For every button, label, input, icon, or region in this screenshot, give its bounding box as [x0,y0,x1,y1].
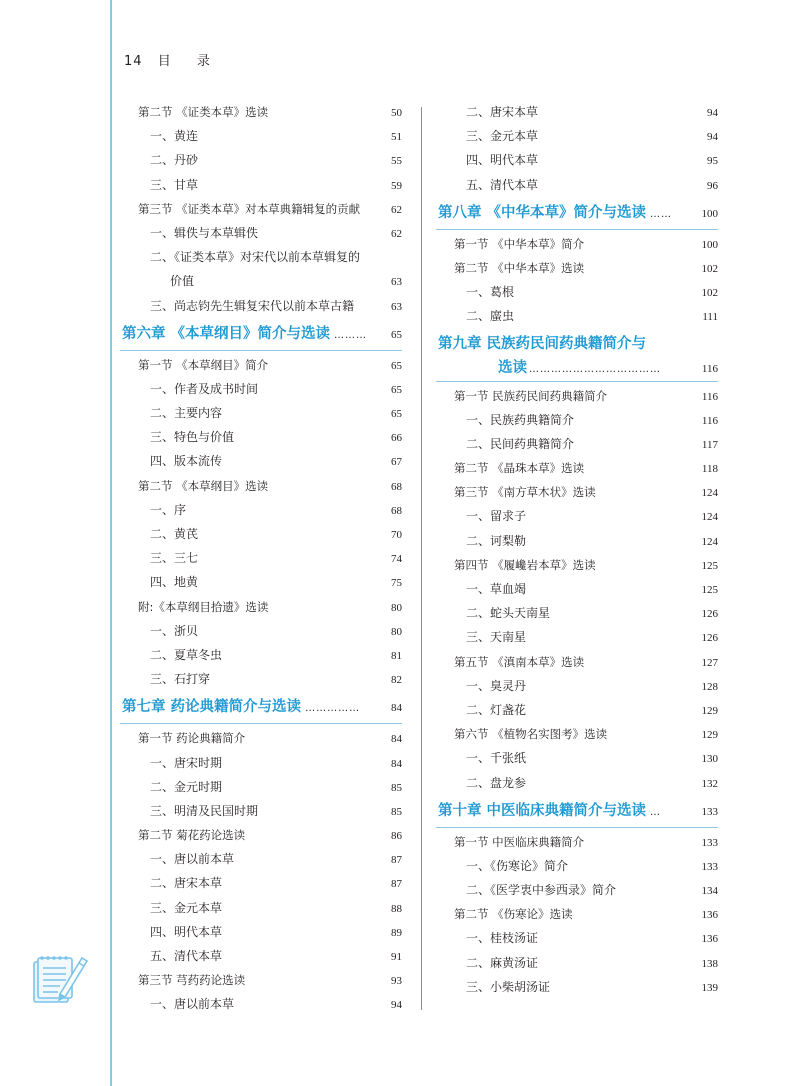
toc-entry-page: 63 [391,300,402,313]
toc-entry-item [436,280,718,304]
toc-entry-item [436,148,718,172]
toc-entry-item [120,944,402,968]
toc-entry-page: 124 [701,487,718,500]
toc-entry-title: 一、臭灵丹 [466,678,527,693]
toc-entry-title: 四、版本流传 [150,454,223,469]
toc-entry-page: 89 [391,926,402,939]
toc-entry-title: 一、序 [150,502,187,517]
toc-entry-page: 126 [701,632,718,645]
toc-entry-page: 129 [701,704,718,717]
toc-entry-page: 118 [701,463,718,476]
toc-entry-section [436,384,718,408]
toc-entry-title: 第五节 《滇南本草》选读 [454,654,585,669]
toc-entry-page: 134 [701,885,718,898]
toc-entry-page: 125 [701,584,718,596]
toc-entry-section [120,823,402,847]
toc-entry-page: 124 [701,511,718,524]
toc-entry-title: 第二节 《证类本草》选读 [138,105,269,119]
toc-entry-title: 二、黄芪 [150,527,199,541]
toc-entry-page: 70 [391,529,402,541]
toc-entry-page: 55 [391,155,402,168]
toc-entry-page: 68 [391,504,402,517]
toc-entry-item [120,775,402,799]
toc-entry-title: 二、唐宋本草 [466,105,539,119]
page-margin-line [110,0,112,1086]
toc-entry-item [120,643,402,667]
toc-entry-title: 三、特色与价值 [150,430,235,445]
toc-entry-page: 85 [391,781,402,794]
toc-entry-title: 一、草血竭 [466,582,527,596]
toc-entry-title: 一、黄连 [150,129,199,144]
toc-entry-page: 102 [701,287,718,300]
toc-entry-title: 第一节 药论典籍简介 [138,731,246,746]
toc-entry-title: 二、麻黄汤证 [466,955,539,970]
toc-entry-title: 三、金元本草 [466,129,539,144]
toc-entry-item [120,667,402,691]
toc-entry-page: 132 [701,777,718,790]
toc-entry-page: 94 [707,131,718,144]
toc-entry-page: 80 [391,601,402,614]
toc-entry-item [120,245,402,269]
toc-entry-section [436,650,718,674]
toc-entry-title: 第六章 《本草纲目》简介与选读 [122,325,331,342]
toc-entry-page: 75 [391,577,402,590]
toc-entry-page: 93 [391,975,402,988]
toc-entry-title: 五、清代本草 [466,177,539,192]
toc-entry-title: 价值 [170,274,195,289]
toc-entry-cont [120,269,402,293]
toc-entry-page: 59 [391,179,402,192]
toc-entry-section [120,595,402,619]
toc-entry-page: 94 [391,999,402,1012]
toc-entry-page: 138 [701,957,718,970]
toc-entry-page: 51 [391,131,402,144]
toc-entry-page: 102 [701,262,718,275]
toc-entry-title: 第六节 《植物名实图考》选读 [454,727,608,742]
toc-entry-item [436,577,718,601]
toc-entry-item [436,100,718,124]
toc-entry-page: 128 [701,680,718,693]
toc-entry-item [436,975,718,999]
toc-entry-page: 139 [701,981,718,994]
toc-entry-section [120,726,402,750]
toc-entry-title: 第二节 菊花药论选读 [138,828,246,843]
toc-entry-spacer [301,693,380,725]
toc-entry-item [436,529,718,553]
toc-entry-item [120,449,402,473]
toc-entry-page: 50 [391,107,402,119]
toc-entry-page: 95 [707,155,718,168]
toc-entry-section [436,553,718,577]
toc-entry-title: 一、唐宋时期 [150,755,223,770]
toc-entry-item [436,746,718,770]
toc-entry-title: 一、唐以前本草 [150,997,235,1012]
toc-entry-title: 四、明代本草 [466,153,539,168]
header-title: 目 录 [157,54,221,69]
toc-entry-page: 86 [391,830,402,843]
toc-entry-title: 第三节 芎药药论选读 [138,973,246,988]
toc-entry-item [120,570,402,594]
toc-entry-item [120,847,402,871]
toc-entry-page: 84 [391,733,402,746]
toc-entry-page: 116 [701,414,718,427]
toc-entry-title: 第四节 《履巉岩本草》选读 [454,557,596,572]
toc-entry-title: 附:《本草纲目拾遗》选读 [138,599,269,614]
toc-entry-page: 62 [391,227,402,240]
toc-entry-page: 100 [701,207,718,220]
toc-entry-item2 [436,854,718,878]
toc-entry-page: 88 [391,902,402,915]
toc-entry-title: 四、明代本草 [150,924,223,939]
toc-entry-page: 136 [701,933,718,946]
toc-entry-title: 一、千张纸 [466,751,527,766]
page-number: 14 [124,54,143,69]
toc-entry-section [436,256,718,280]
toc-entry-section [436,456,718,480]
toc-entry-title: 第二节 《晶珠本草》选读 [454,461,585,476]
toc-entry-page: 91 [391,951,402,963]
toc-entry-title: 第三节 《证类本草》对本草典籍辑复的贡献 [138,201,361,216]
toc-entry-item [120,522,402,546]
toc-entry-title: 一、桂枝汤证 [466,931,539,946]
toc-entry-title: 三、明清及民国时期 [150,803,259,818]
toc-entry-item [120,871,402,895]
toc-entry-title: 二、《医学衷中参西录》简介 [466,883,617,898]
toc-entry-title: 一、辑佚与本草辑佚 [150,225,259,240]
toc-entry-item [436,304,718,328]
toc-entry-title: 三、甘草 [150,177,199,192]
toc-entry-spacer [646,199,696,231]
toc-entry-title: 三、天南星 [466,630,527,645]
toc-entry-title: 三、三七 [150,551,199,566]
toc-entry-page: 129 [701,729,718,742]
toc-entry-page: 116 [701,362,718,375]
toc-entry-item [436,601,718,625]
toc-entry-item [120,425,402,449]
toc-entry-title: 一、浙贝 [150,623,199,638]
toc-leader-dots: …… [650,208,673,220]
toc-leader-dots: …………… [305,703,361,715]
toc-entry-chapter-line2 [436,355,718,381]
toc-entry-page: 68 [391,480,402,493]
toc-entry-title: 第二节 《中华本草》选读 [454,260,585,275]
toc-entry-item [120,619,402,643]
toc-entry-item [120,920,402,944]
toc-entry-item2 [436,878,718,902]
toc-entry-title: 选读 [498,359,527,376]
toc-entry-item [120,751,402,775]
toc-entry-page: 127 [701,656,718,669]
toc-entry-page: 84 [391,757,402,770]
toc-entry-page: 67 [391,456,402,469]
toc-entry-item [120,173,402,197]
toc-entry-page: 85 [391,805,402,818]
toc-entry-page: 126 [701,608,718,621]
toc-entry-page: 65 [391,383,402,396]
toc-entry-page: 94 [707,107,718,119]
toc-entry-title: 第三节 《南方草木状》选读 [454,485,596,500]
toc-entry-page: 133 [701,805,718,818]
toc-entry-title: 一、民族药典籍简介 [466,412,575,427]
toc-entry-section [436,232,718,256]
toc-entry-item [436,408,718,432]
toc-entry-page: 82 [391,674,402,687]
toc-entry-item [436,698,718,722]
toc-entry-title: 五、清代本草 [150,949,223,963]
toc-entry-page: 87 [391,878,402,891]
toc-entry-item [120,221,402,245]
toc-entry-section [436,722,718,746]
toc-entry-title: 一、留求子 [466,509,527,524]
toc-entry-spacer [330,320,380,352]
toc-entry-title: 二、诃梨勒 [466,533,527,548]
toc-entry-title: 一、葛根 [466,285,515,300]
toc-entry-title: 二、唐宋本草 [150,876,223,891]
notepad-pencil-icon [30,948,92,1010]
toc-entry-title: 第二节 《本草纲目》选读 [138,478,269,493]
toc-entry-chapter [436,795,718,827]
toc-entry-page: 136 [701,909,718,922]
toc-entry-title: 三、金元本草 [150,900,223,915]
toc-entry-title: 四、地黄 [150,575,199,590]
toc-entry-title: 二、灯盏花 [466,702,527,717]
toc-entry-page: 84 [391,702,402,715]
toc-entry-section [120,968,402,992]
toc-entry-spacer [646,797,696,829]
toc-entry-title: 三、小柴胡汤证 [466,979,551,994]
toc-entry-title: 第九章 民族药民间药典籍简介与 [438,335,647,352]
toc-entry-section [120,474,402,498]
toc-right-column [436,100,718,999]
toc-entry-item [436,674,718,698]
toc-leader-dots: … [650,806,662,818]
toc-entry-chapter-line1 [436,329,718,355]
toc-entry-title: 第二节 《伤寒论》选读 [454,907,573,922]
toc-entry-item [436,625,718,649]
toc-entry-chapter [120,318,402,350]
toc-entry-page: 100 [701,238,718,251]
toc-entry-title: 一、唐以前本草 [150,852,235,867]
toc-entry-page: 62 [391,203,402,216]
toc-entry-title: 第八章 《中华本草》简介与选读 [438,204,647,221]
toc-entry-chapter [436,197,718,229]
toc-leader-dots: ……… [334,329,368,341]
toc-entry-item [436,771,718,795]
toc-entry-item [436,504,718,528]
toc-entry-title: 第一节 《中华本草》简介 [454,236,585,251]
toc-entry-item [436,951,718,975]
toc-entry-title: 第一节 中医临床典籍简介 [454,834,585,849]
toc-entry-item [120,148,402,172]
toc-entry-item [120,498,402,522]
toc-entry-title: 二、盘龙参 [466,775,527,790]
toc-entry-page: 133 [701,836,718,849]
toc-leader-dots: ……………………………… [529,363,661,375]
toc-left-column [120,100,402,1017]
toc-entry-page: 65 [391,328,402,341]
toc-entry-page: 111 [702,311,718,324]
toc-entry-title: 二、蛇头天南星 [466,606,551,621]
toc-entry-title: 二、丹砂 [150,153,199,168]
toc-entry-item [120,124,402,148]
toc-entry-section [436,480,718,504]
toc-entry-title: 二、夏草冬虫 [150,647,223,662]
toc-entry-item [436,926,718,950]
running-header [124,50,221,69]
toc-entry-page: 125 [701,559,718,572]
toc-entry-page: 65 [391,359,402,372]
toc-entry-item [120,896,402,920]
toc-entry-title: 三、石打穿 [150,672,211,687]
toc-entry-chapter [120,691,402,723]
toc-entry-item [436,124,718,148]
toc-entry-page: 63 [391,276,402,289]
toc-entry-page: 96 [707,179,718,192]
toc-entry-title: 第一节 民族药民间药典籍简介 [454,388,608,403]
toc-entry-section [436,902,718,926]
toc-entry-item [436,432,718,456]
toc-entry-page: 130 [701,753,718,766]
toc-entry-title: 二、主要内容 [150,406,223,421]
toc-entry-title: 二、䗪虫 [466,309,515,324]
toc-entry-title: 一、作者及成书时间 [150,381,259,396]
toc-entry-item [120,377,402,401]
toc-entry-item [120,546,402,570]
toc-entry-page: 65 [391,408,402,421]
toc-entry-page: 81 [391,649,402,662]
toc-entry-item [436,173,718,197]
toc-entry-title: 二、《证类本草》对宋代以前本草辑复的 [150,250,361,265]
toc-entry-title: 一、《伤寒论》简介 [466,858,569,873]
toc-entry-page: 117 [701,438,718,451]
toc-entry-section [120,353,402,377]
toc-entry-title: 第七章 药论典籍简介与选读 [122,699,302,716]
toc-entry-title: 三、尚志钧先生辑复宋代以前本草古籍 [150,298,355,313]
toc-entry-title: 二、金元时期 [150,779,223,794]
toc-entry-item [120,294,402,318]
toc-entry-item [120,992,402,1016]
toc-entry-section [120,100,402,124]
column-divider [421,107,422,1010]
toc-entry-page: 74 [391,553,402,566]
toc-entry-page: 66 [391,432,402,445]
toc-entry-spacer [527,357,696,383]
toc-entry-page: 87 [391,854,402,867]
toc-entry-item [120,401,402,425]
toc-entry-page: 133 [701,860,718,873]
toc-entry-item [120,799,402,823]
toc-entry-page: 80 [391,625,402,638]
toc-entry-title: 第十章 中医临床典籍简介与选读 [438,802,647,819]
toc-entry-title: 二、民间药典籍简介 [466,436,575,451]
toc-entry-page: 116 [701,390,718,403]
toc-entry-section [120,197,402,221]
toc-entry-section [436,830,718,854]
toc-entry-title: 第一节 《本草纲目》简介 [138,357,269,372]
toc-entry-page: 124 [701,535,718,548]
